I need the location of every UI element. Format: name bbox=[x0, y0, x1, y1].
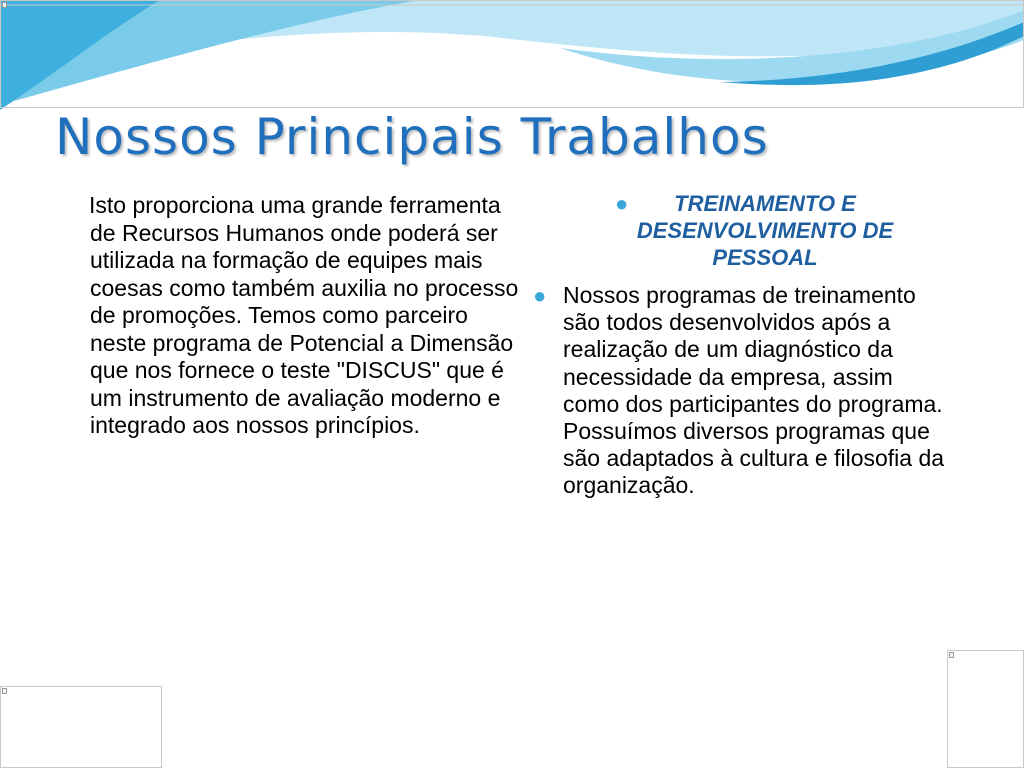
slide-title: Nossos Principais Trabalhos bbox=[55, 108, 769, 166]
broken-image-icon bbox=[2, 688, 7, 694]
bullet-icon: ● bbox=[533, 283, 547, 308]
broken-image-icon bbox=[949, 652, 954, 658]
bottom-right-image-placeholder bbox=[947, 650, 1024, 768]
right-heading-text: TREINAMENTO E DESENVOLVIMENTO DE PESSOAL bbox=[636, 191, 894, 270]
bullet-icon: ● bbox=[615, 191, 629, 216]
right-heading bbox=[585, 190, 945, 271]
right-list bbox=[533, 282, 953, 500]
list-item bbox=[533, 282, 953, 500]
broken-image-icon bbox=[2, 2, 7, 8]
top-image-placeholder bbox=[0, 0, 1024, 108]
bottom-left-image-placeholder bbox=[0, 686, 162, 768]
left-paragraph bbox=[70, 192, 520, 440]
list-item-text: Nossos programas de treinamento são todos desenvolvidos após a realização de um diagnóstico da necessidade da empresa, assim como dos participantes do programa. Possuímos diversos programas que são adaptados à cultura e filosofia da organização. bbox=[563, 282, 945, 499]
left-paragraph-text: Isto proporciona uma grande ferramenta de Recursos Humanos onde poderá ser utilizada na formação de equipes mais coesas como também auxilia no processo de promoções. Temos como parceiro neste programa de Potencial a Dimensão que nos fornece o teste "DISCUS" que é um instrumento de avaliação moderno e integrado aos nossos princípios. bbox=[89, 192, 519, 438]
